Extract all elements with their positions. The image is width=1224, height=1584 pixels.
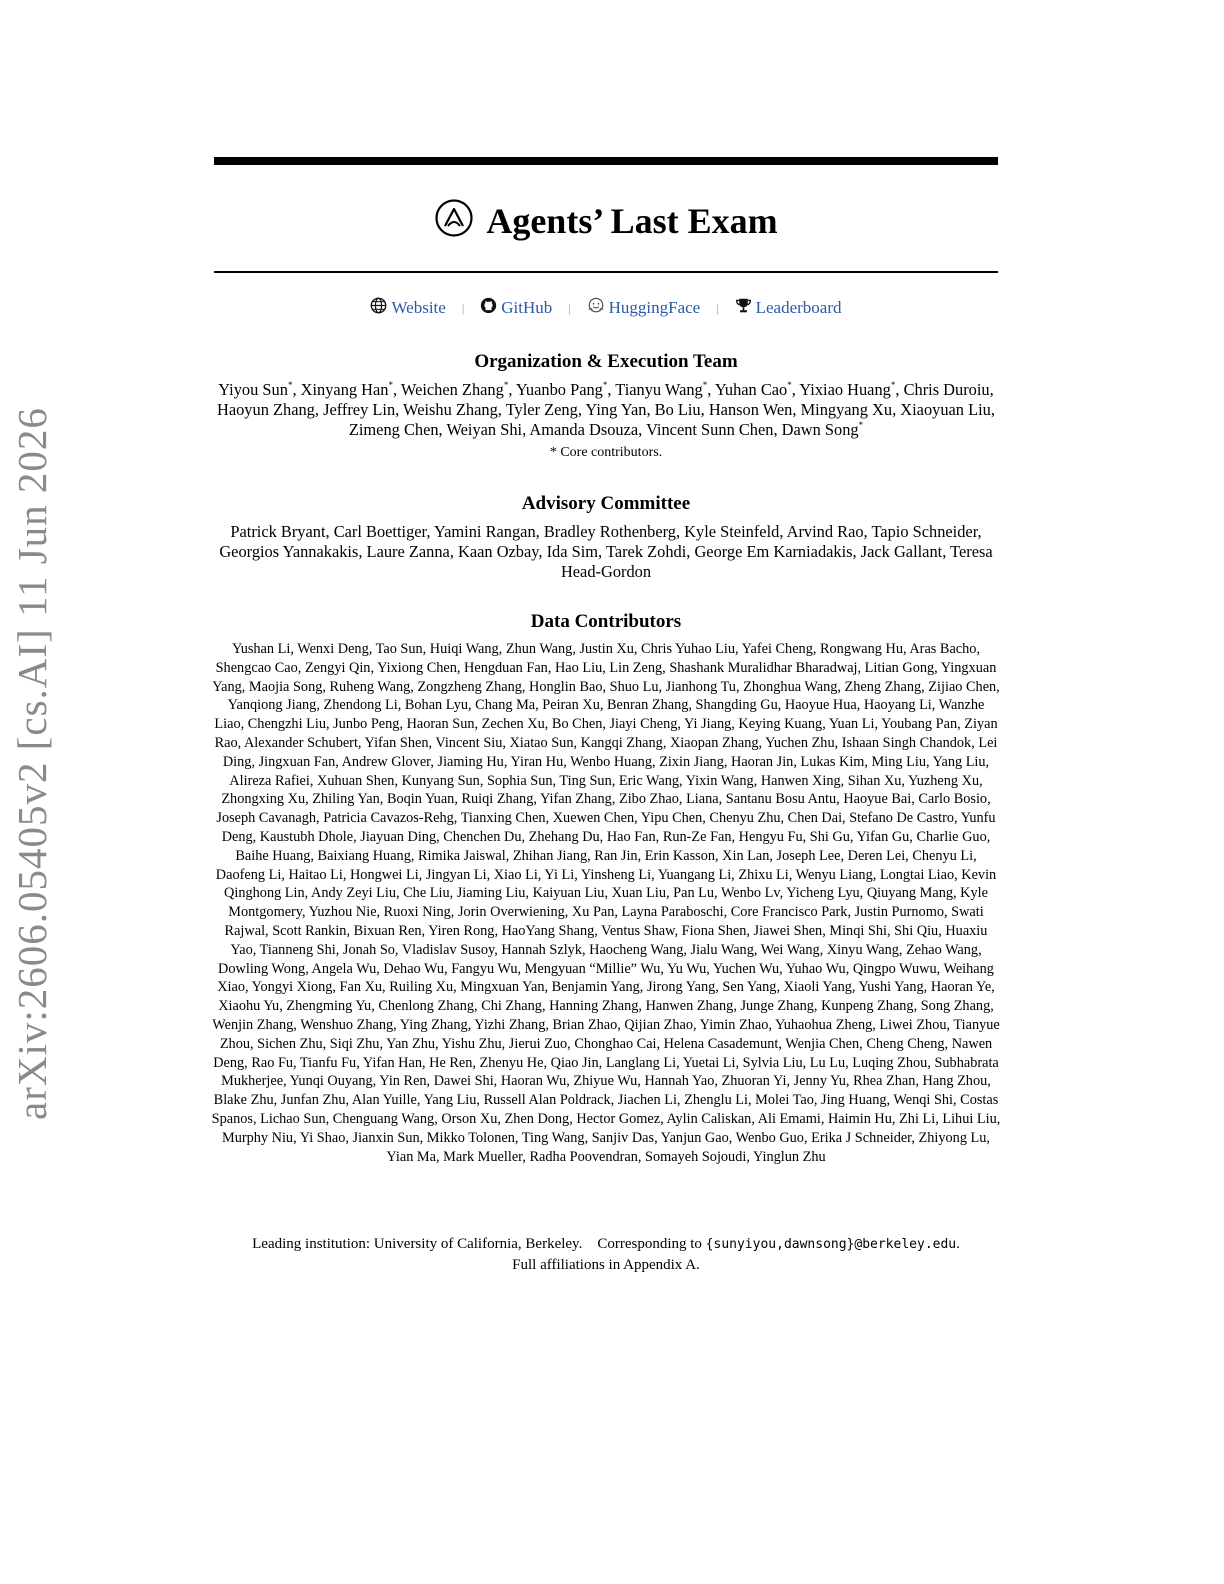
website-link[interactable] — [370, 297, 445, 319]
author-name: Dawn Song — [781, 420, 859, 439]
huggingface-label: HuggingFace — [608, 298, 701, 317]
advisory-heading: Advisory Committee — [521, 493, 691, 514]
agents-logo-icon — [434, 198, 474, 243]
arxiv-identifier: arXiv:2606.05405v2 [cs.AI] 11 Jun 2026 — [9, 407, 55, 1120]
github-link[interactable] — [480, 297, 552, 319]
author-name: Vincent Sunn Chen — [646, 420, 774, 439]
author-name: Zimeng Chen — [348, 420, 439, 439]
core-marker: * — [787, 380, 792, 390]
core-marker: * — [890, 380, 896, 390]
links-row — [214, 297, 998, 319]
core-marker: * — [388, 380, 393, 390]
paper-title: Agents’ Last Exam — [486, 200, 778, 241]
footer-period: . — [956, 1236, 960, 1252]
core-marker: * — [602, 380, 608, 390]
author-name: Xinyang Han — [300, 380, 389, 399]
author-name: Mingyang Xu — [800, 400, 893, 419]
link-separator: | — [568, 300, 571, 315]
author-name: Yuhan Cao — [714, 380, 788, 399]
corresponding-email[interactable]: {sunyiyou,dawnsong}@berkeley.edu — [705, 1237, 957, 1252]
affiliations-note: Full affiliations in Appendix A. — [512, 1257, 700, 1273]
author-name: Chris Duroiu — [903, 380, 990, 399]
github-icon — [480, 297, 497, 319]
author-name: Jeffrey Lin — [323, 400, 396, 419]
core-marker: * — [287, 380, 293, 390]
author-name: Tyler Zeng — [505, 400, 578, 419]
title-rule — [214, 271, 998, 273]
author-name: Xiaoyuan Liu — [900, 400, 991, 419]
core-marker: * — [503, 380, 509, 390]
huggingface-icon — [587, 297, 605, 319]
huggingface-link[interactable] — [587, 297, 701, 319]
author-name: Amanda Dsouza — [529, 420, 639, 439]
link-separator: | — [461, 300, 465, 315]
globe-icon — [370, 297, 387, 319]
core-marker: * — [702, 380, 708, 390]
author-name: Weishu Zhang — [403, 400, 498, 419]
title-row — [214, 198, 998, 243]
data-contributors-heading: Data Contributors — [530, 611, 682, 632]
github-label: GitHub — [501, 298, 553, 317]
author-name: Ying Yan — [585, 400, 647, 419]
footer — [214, 1234, 998, 1275]
leaderboard-link[interactable] — [735, 297, 842, 319]
author-name: Haoyun Zhang — [217, 400, 315, 419]
link-separator: | — [716, 300, 719, 315]
author-name: Bo Liu — [654, 400, 701, 419]
organization-heading: Organization & Execution Team — [474, 351, 738, 372]
top-rule — [214, 157, 998, 165]
data-contributors-names: Yushan Li, Wenxi Deng, Tao Sun, Huiqi Wang, Zhun Wang, Justin Xu, Chris Yuhao Liu, Yafei Cheng, Rongwang Hu, Aras Bacho, Shengcao Cao, Zengyi Qin, Yixiong Chen, Hengduan Fan, Hao Liu, Lin Zeng, Shashank Muralidhar Bharadwaj, Litian Gong, Yingxuan Yang, Maojia Song, Ruheng Wang, Zongzheng Zhang, Honglin Bao, Shuo Lu, Jianhong Tu, Zhonghua Wang, Zheng Zhang, Zijiao Chen, Yanqiong Jiang, Zhendong Li, Bohan Lyu, Chang Ma, Peiran Xu, Benran Zhang, Shangding Gu, Haoyue Hua, Haoyang Li, Wanzhe Liao, Chengzhi Liu, Junbo Peng, Haoran Sun, Zechen Xu, Bo Chen, Jiayi Cheng, Yi Jiang, Keying Kuang, Yuan Li, Youbang Pan, Ziyan Rao, Alexander Schubert, Yifan Shen, Vincent Siu, Xiatao Sun, Kangqi Zhang, Xiaopan Zhang, Yuchen Zhu, Ishaan Singh Chandok, Lei Ding, Jingxuan Fan, Andrew Glover, Jiaming Hu, Yiran Hu, Wenbo Huang, Zixin Jiang, Haoran Jin, Lukas Kim, Ming Liu, Yang Liu, Alireza Rafiei, Xuhuan Shen, Kunyang Sun, Sophia Sun, Ting Sun, Eric Wang, Yixin Wang, Hanwen Xing, Sihan Xu, Yuzheng Xu, Zhongxing Xu, Zhiling Yan, Boqin Yuan, Ruiqi Zhang, Yifan Zhang, Zibo Zhao, Liana, Santanu Bosu Antu, Haoyue Bai, Carlo Bosio, Joseph Cavanagh, Patricia Cavazos-Rehg, Tianxing Chen, Xuewen Chen, Yipu Chen, Chenyu Zhu, Chen Dai, Stefano De Castro, Yunfu Deng, Kaustubh Dhole, Jiayuan Ding, Chenchen Du, Zhehang Du, Hao Fan, Run-Ze Fan, Hengyu Fu, Shi Gu, Yifan Gu, Charlie Guo, Baihe Huang, Baixiang Huang, Rimika Jaiswal, Zhihan Jiang, Ran Jin, Erin Kasson, Xin Lan, Joseph Lee, Deren Lei, Chenyu Li, Daofeng Li, Haitao Li, Hongwei Li, Jingyan Li, Xiao Li, Yi Li, Yinsheng Li, Yuangang Li, Zhixu Li, Wenyu Liang, Longtai Liao, Kevin Qinghong Lin, Andy Zeyi Liu, Che Liu, Jiaming Liu, Kaiyuan Liu, Xuan Liu, Pan Lu, Wenbo Lv, Yicheng Lyu, Qiuyang Mang, Kyle Montgomery, Yuzhou Nie, Ruoxi Ning, Jorin Overwiening, Xu Pan, Layna Paraboschi, Core Francisco Park, Justin Purnomo, Swati Rajwal, Scott Rankin, Bixuan Ren, Yiren Rong, HaoYang Shang, Ventus Shaw, Fiona Shen, Jiawei Shen, Minqi Shi, Shi Qiu, Huaxiu Yao, Tianneng Shi, Jonah So, Vladislav Susoy, Hannah Szlyk, Haocheng Wang, Jialu Wang, Wei Wang, Xinyu Wang, Zehao Wang, Dowling Wong, Angela Wu, Dehao Wu, Fangyu Wu, Mengyuan “Millie” Wu, Yu Wu, Yuchen Wu, Yuhao Wu, Qingpo Wuwu, Weihang Xiao, Yongyi Xiong, Fan Xu, Ruiling Xu, Mingxuan Yan, Benjamin Yang, Jirong Yang, Sen Yang, Xiaoli Yang, Yushi Yang, Haoran Ye, Xiaohu Yu, Zhengming Yu, Chenlong Zhang, Chi Zhang, Hanning Zhang, Hanwen Zhang, Junge Zhang, Kunpeng Zhang, Song Zhang, Wenjin Zhang, Wenshuo Zhang, Ying Zhang, Yizhi Zhang, Brian Zhao, Qijian Zhao, Yimin Zhao, Yuhaohua Zheng, Liwei Zhou, Tianyue Zhou, Sichen Zhu, Siqi Zhu, Yan Zhu, Yishu Zhu, Jierui Zuo, Chonghao Cai, Helena Casademunt, Wenjia Chen, Cheng Cheng, Nawen Deng, Rao Fu, Tianfu Fu, Yifan Han, He Ren, Zhenyu He, Qiao Jin, Langlang Li, Yuetai Li, Sylvia Liu, Lu Lu, Luqing Zhou, Subhabrata Mukherjee, Yunqi Ouyang, Yin Ren, Dawei Shi, Haoran Wu, Zhiyue Wu, Hannah Yao, Zhuoran Yi, Jenny Yu, Rhea Zhan, Hang Zhou, Blake Zhu, Junfan Zhu, Alan Yuille, Yang Liu, Russell Alan Poldrack, Jiachen Li, Zhenglu Li, Molei Tao, Jing Huang, Wenqi Shi, Costas Spanos, Lichao Sun, Chenguang Wang, Orson Xu, Zhen Dong, Hector Gomez, Aylin Caliskan, Ali Emami, Haimin Hu, Zhi Li, Lihui Liu, Murphy Niu, Yi Shao, Jianxin Sun, Mikko Tolonen, Ting Wang, Sanjiv Das, Yanjun Gao, Wenbo Guo, Erika J Schneider, Zhiyong Lu, Yian Ma, Mark Mueller, Radha Poovendran, Somayeh Sojoudi, Yinglun Zhu — [211, 641, 1001, 1165]
author-name: Tianyu Wang — [615, 380, 703, 399]
core-contributors-note: * Core contributors. — [549, 445, 663, 460]
advisory-names: Patrick Bryant, Carl Boettiger, Yamini Rangan, Bradley Rothenberg, Kyle Steinfeld, Arvind Rao, Tapio Schneider, Georgios Yannakakis, Laure Zanna, Kaan Ozbay, Ida Sim, Tarek Zohdi, George Em Karniadakis, Jack Gallant, Teresa Head-Gordon — [219, 522, 993, 581]
author-name: Weichen Zhang — [400, 380, 504, 399]
leading-institution: Leading institution: University of California, Berkeley. — [252, 1236, 583, 1252]
footer-line-1 — [214, 1234, 998, 1255]
corresponding-label: Corresponding to — [597, 1236, 702, 1252]
leaderboard-label: Leaderboard — [755, 298, 842, 317]
organization-names: Yiyou Sun*, Xinyang Han*, Weichen Zhang*, Yuanbo Pang*, Tianyu Wang*, Yuhan Cao*, Yixiao Huang*, Chris Duroiu, Haoyun Zhang, Jeffrey Lin, Weishu Zhang, Tyler Zeng, Ying Yan, Bo Liu, Hanson Wen, Mingyang Xu, Xiaoyuan Liu, Zimeng Chen, Weiyan Shi, Amanda Dsouza, Vincent Sunn Chen, Dawn Song* — [217, 380, 995, 439]
website-label: Website — [391, 298, 446, 317]
core-marker: * — [858, 420, 864, 430]
author-name: Yiyou Sun — [218, 380, 288, 399]
author-name: Weiyan Shi — [446, 420, 523, 439]
author-name: Yixiao Huang — [799, 380, 891, 399]
trophy-icon — [735, 297, 752, 319]
author-name: Hanson Wen — [708, 400, 793, 419]
author-name: Yuanbo Pang — [515, 380, 603, 399]
